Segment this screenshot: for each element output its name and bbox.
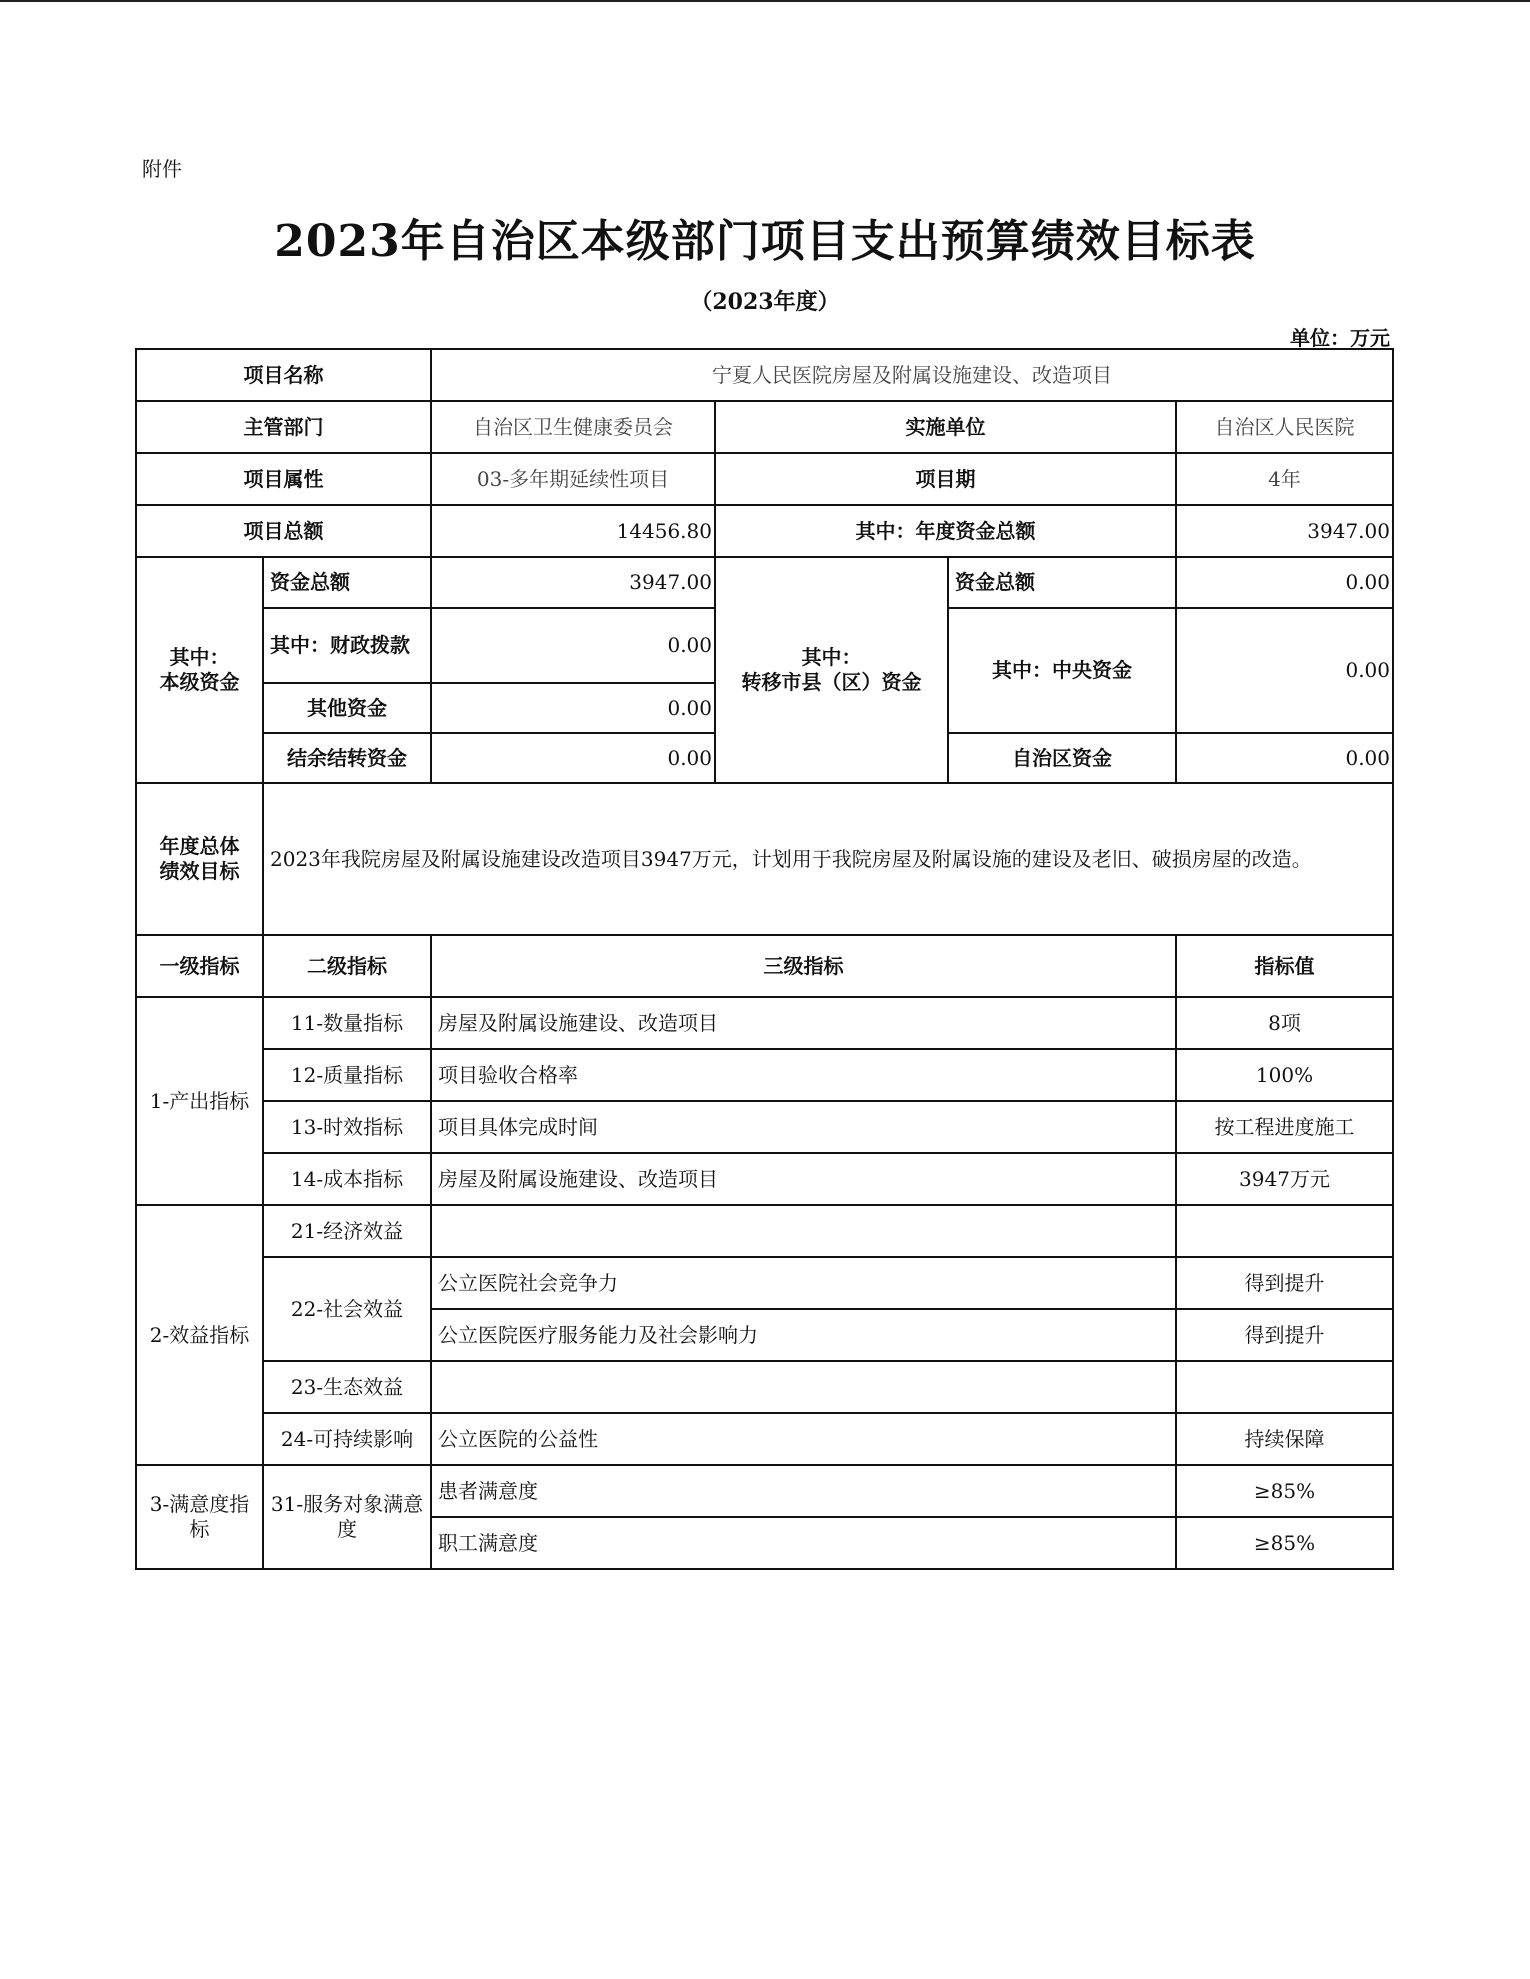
attr-label: 项目属性 bbox=[136, 453, 431, 505]
transfer-total-value: 0.00 bbox=[1176, 557, 1393, 608]
transfer-funds-label-line2: 转移市县（区）资金 bbox=[741, 670, 922, 694]
total-label: 项目总额 bbox=[136, 505, 431, 557]
dept-value: 自治区卫生健康委员会 bbox=[431, 401, 715, 453]
level3-cell: 职工满意度 bbox=[431, 1517, 1176, 1569]
transfer-total-label: 资金总额 bbox=[948, 557, 1176, 608]
table-row bbox=[136, 1413, 1393, 1465]
table-row bbox=[136, 1257, 1393, 1309]
total-value: 14456.80 bbox=[431, 505, 715, 557]
goal-text: 2023年我院房屋及附属设施建设改造项目3947万元，计划用于我院房屋及附属设施的建设及老旧、破损房屋的改造。 bbox=[263, 783, 1393, 935]
carryover-label: 结余结转资金 bbox=[263, 733, 431, 783]
value-cell: ≥85% bbox=[1176, 1517, 1393, 1569]
value-cell: 3947万元 bbox=[1176, 1153, 1393, 1205]
central-label: 其中：中央资金 bbox=[948, 608, 1176, 733]
goal-label-line2: 绩效目标 bbox=[159, 859, 240, 883]
central-value: 0.00 bbox=[1176, 608, 1393, 733]
value-cell: 持续保障 bbox=[1176, 1413, 1393, 1465]
table-row bbox=[136, 1153, 1393, 1205]
local-funds-label-line1: 其中： bbox=[169, 645, 230, 669]
level3-cell: 房屋及附属设施建设、改造项目 bbox=[431, 997, 1176, 1049]
group-satisfaction: 3-满意度指标 bbox=[136, 1465, 263, 1569]
level2-cell: 31-服务对象满意度 bbox=[263, 1465, 431, 1569]
goal-label bbox=[136, 783, 263, 935]
region-label: 自治区资金 bbox=[948, 733, 1176, 783]
level3-cell: 房屋及附属设施建设、改造项目 bbox=[431, 1153, 1176, 1205]
level3-cell: 公立医院的公益性 bbox=[431, 1413, 1176, 1465]
local-total-value: 3947.00 bbox=[431, 557, 715, 608]
transfer-funds-label bbox=[715, 557, 948, 783]
impl-value: 自治区人民医院 bbox=[1176, 401, 1393, 453]
header-value: 指标值 bbox=[1176, 935, 1393, 997]
impl-label: 实施单位 bbox=[715, 401, 1176, 453]
row-indicator-header bbox=[136, 935, 1393, 997]
level3-cell: 公立医院社会竞争力 bbox=[431, 1257, 1176, 1309]
level3-cell bbox=[431, 1205, 1176, 1257]
value-cell: ≥85% bbox=[1176, 1465, 1393, 1517]
period-label: 项目期 bbox=[715, 453, 1176, 505]
level2-cell: 24-可持续影响 bbox=[263, 1413, 431, 1465]
row-funds-1 bbox=[136, 557, 1393, 608]
goal-label-line1: 年度总体 bbox=[159, 834, 240, 858]
header-level2: 二级指标 bbox=[263, 935, 431, 997]
attr-value: 03-多年期延续性项目 bbox=[431, 453, 715, 505]
value-cell: 100% bbox=[1176, 1049, 1393, 1101]
transfer-funds-label-line1: 其中： bbox=[801, 645, 862, 669]
level3-cell: 患者满意度 bbox=[431, 1465, 1176, 1517]
page-subtitle: （2023年度） bbox=[690, 289, 840, 315]
table-row bbox=[136, 1101, 1393, 1153]
value-cell: 按工程进度施工 bbox=[1176, 1101, 1393, 1153]
unit-label: 单位：万元 bbox=[1290, 326, 1390, 350]
performance-table bbox=[135, 348, 1394, 1570]
top-border-line bbox=[0, 0, 1530, 2]
table-row bbox=[136, 997, 1393, 1049]
annual-label: 其中：年度资金总额 bbox=[715, 505, 1176, 557]
row-attr bbox=[136, 453, 1393, 505]
period-value: 4年 bbox=[1176, 453, 1393, 505]
level2-cell: 22-社会效益 bbox=[263, 1257, 431, 1361]
level2-cell: 13-时效指标 bbox=[263, 1101, 431, 1153]
local-total-label: 资金总额 bbox=[263, 557, 431, 608]
level3-cell: 项目具体完成时间 bbox=[431, 1101, 1176, 1153]
level2-cell: 12-质量指标 bbox=[263, 1049, 431, 1101]
row-total bbox=[136, 505, 1393, 557]
group-benefit: 2-效益指标 bbox=[136, 1205, 263, 1465]
other-label: 其他资金 bbox=[263, 683, 431, 733]
level3-cell: 项目验收合格率 bbox=[431, 1049, 1176, 1101]
table-row bbox=[136, 1049, 1393, 1101]
row-dept bbox=[136, 401, 1393, 453]
attachment-label: 附件 bbox=[142, 157, 182, 181]
carryover-value: 0.00 bbox=[431, 733, 715, 783]
project-name-value: 宁夏人民医院房屋及附属设施建设、改造项目 bbox=[431, 349, 1393, 401]
table-row bbox=[136, 1465, 1393, 1517]
table-row bbox=[136, 1205, 1393, 1257]
header-level3: 三级指标 bbox=[431, 935, 1176, 997]
value-cell bbox=[1176, 1205, 1393, 1257]
fiscal-label: 其中：财政拨款 bbox=[263, 608, 431, 683]
local-funds-label bbox=[136, 557, 263, 783]
group-output: 1-产出指标 bbox=[136, 997, 263, 1205]
level2-cell: 14-成本指标 bbox=[263, 1153, 431, 1205]
other-value: 0.00 bbox=[431, 683, 715, 733]
value-cell: 得到提升 bbox=[1176, 1257, 1393, 1309]
value-cell: 得到提升 bbox=[1176, 1309, 1393, 1361]
annual-value: 3947.00 bbox=[1176, 505, 1393, 557]
fiscal-value: 0.00 bbox=[431, 608, 715, 683]
region-value: 0.00 bbox=[1176, 733, 1393, 783]
row-project-name bbox=[136, 349, 1393, 401]
level3-cell bbox=[431, 1361, 1176, 1413]
level2-cell: 21-经济效益 bbox=[263, 1205, 431, 1257]
header-level1: 一级指标 bbox=[136, 935, 263, 997]
page-title: 2023年自治区本级部门项目支出预算绩效目标表 bbox=[274, 216, 1256, 267]
level2-cell: 11-数量指标 bbox=[263, 997, 431, 1049]
dept-label: 主管部门 bbox=[136, 401, 431, 453]
table-row bbox=[136, 1361, 1393, 1413]
project-name-label: 项目名称 bbox=[136, 349, 431, 401]
value-cell: 8项 bbox=[1176, 997, 1393, 1049]
row-goal bbox=[136, 783, 1393, 935]
level2-cell: 23-生态效益 bbox=[263, 1361, 431, 1413]
value-cell bbox=[1176, 1361, 1393, 1413]
level3-cell: 公立医院医疗服务能力及社会影响力 bbox=[431, 1309, 1176, 1361]
local-funds-label-line2: 本级资金 bbox=[159, 670, 240, 694]
